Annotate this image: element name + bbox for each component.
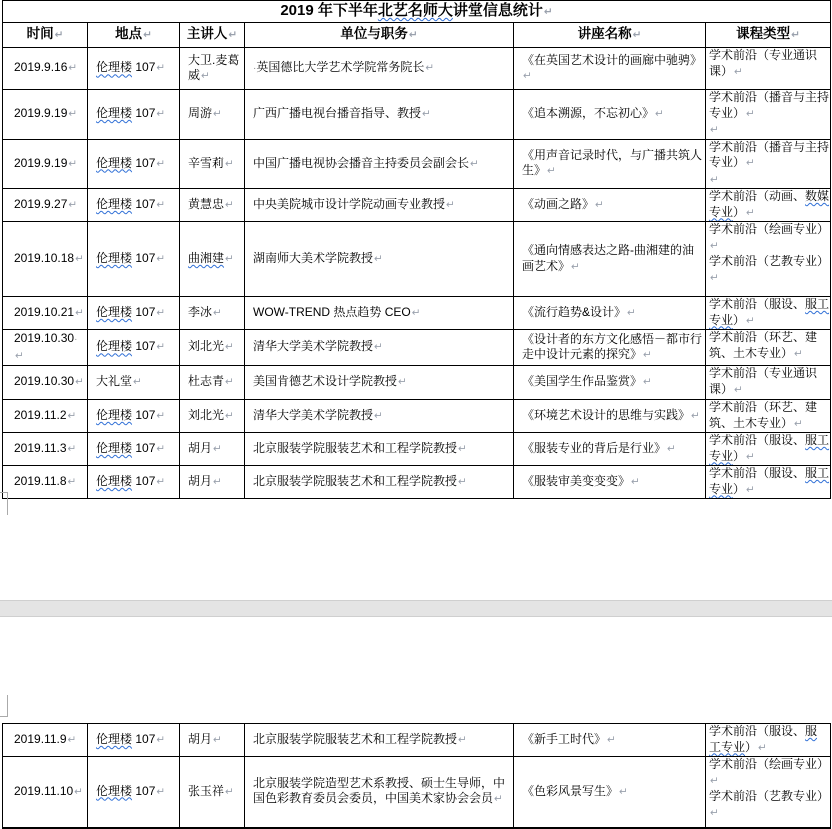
paragraph-mark-icon: ↵ <box>156 442 166 455</box>
cell-lecture-title[interactable]: 《环境艺术设计的思维与实践》↵ <box>514 400 706 433</box>
paragraph-mark-icon: ↵ <box>571 260 580 273</box>
cell-date[interactable]: 2019.11.2↵ <box>3 400 88 433</box>
spellcheck-wavy-text: 服工专业 <box>709 724 818 754</box>
cell-lecture-title[interactable]: 《动画之路》↵ <box>514 189 706 222</box>
paragraph-mark-icon: ↵ <box>15 349 24 362</box>
spellcheck-wavy-text: 伦理楼 <box>96 155 133 170</box>
paragraph-mark-icon: ↵ <box>156 62 166 75</box>
column-header[interactable]: 地点↵ <box>88 23 180 48</box>
paragraph-mark-icon: ↵ <box>213 442 222 455</box>
cell-speaker[interactable]: 张玉祥↵ <box>180 757 245 828</box>
paragraph-mark-icon: ↵ <box>74 785 83 798</box>
cell-date[interactable]: 2019.9.19↵ <box>3 139 88 189</box>
cell-organization[interactable]: 中央美院城市设计学院动画专业教授↵ <box>245 189 514 222</box>
cell-place[interactable]: 伦理楼 107↵ <box>88 466 180 499</box>
cell-speaker[interactable]: 大卫.麦葛威↵ <box>180 48 245 90</box>
cell-date[interactable]: 2019.10.30·↵ <box>3 330 88 366</box>
cell-place[interactable]: 伦理楼 107↵ <box>88 189 180 222</box>
cell-place[interactable]: 伦理楼 107↵ <box>88 139 180 189</box>
paragraph-mark-icon: ↵ <box>156 785 166 798</box>
cell-lecture-title[interactable]: 《追本溯源，不忘初心》↵ <box>514 90 706 140</box>
cell-course-type[interactable] <box>706 189 831 222</box>
cell-organization[interactable]: 美国肯德艺术设计学院教授↵ <box>245 366 514 400</box>
cell-place[interactable]: 大礼堂↵ <box>88 366 180 400</box>
course-type-line: 学术前沿（绘画专业）↵ <box>709 757 830 787</box>
table-row <box>3 189 831 222</box>
cell-course-type[interactable] <box>706 400 831 433</box>
empty-paragraph <box>709 172 829 189</box>
paragraph-mark-icon: ↵ <box>156 733 166 746</box>
paragraph-mark-icon: ↵ <box>710 774 719 787</box>
paragraph-mark-icon: ↵ <box>75 252 84 265</box>
cell-date[interactable]: 2019.11.9↵ <box>3 724 88 757</box>
cell-lecture-title[interactable]: 《服装审美变变变》↵ <box>514 466 706 499</box>
cell-speaker[interactable]: 李冰↵ <box>180 297 245 330</box>
cell-organization[interactable]: 北京服装学院服装艺术和工程学院教授↵ <box>245 433 514 466</box>
column-header[interactable]: 时间↵ <box>3 23 88 48</box>
page1-text-boundary-mark <box>0 492 8 515</box>
spellcheck-wavy-text: 伦理楼 <box>96 339 133 354</box>
spellcheck-wavy-text: 伦理楼 <box>96 250 133 265</box>
spellcheck-wavy-text: 服工专业 <box>709 433 830 463</box>
paragraph-mark-icon: ↵ <box>54 29 64 42</box>
cell-lecture-title[interactable]: 《通向情感表达之路-曲湘建的油画艺术》↵ <box>514 222 706 297</box>
paragraph-mark-icon: ↵ <box>619 785 628 798</box>
spellcheck-wavy-text: 伦理楼 <box>96 106 133 120</box>
paragraph-mark-icon: ↵ <box>631 475 640 488</box>
paragraph-mark-icon: ↵ <box>458 442 467 455</box>
spellcheck-wavy-text: 伦理楼 <box>96 196 133 211</box>
paragraph-mark-icon: ↵ <box>225 157 234 170</box>
paragraph-mark-icon: ↵ <box>156 252 166 265</box>
paragraph-mark-icon: ↵ <box>734 65 743 78</box>
cell-course-type[interactable] <box>706 139 831 189</box>
paragraph-mark-icon: ↵ <box>374 341 383 354</box>
cell-speaker[interactable]: 黄慧忠↵ <box>180 189 245 222</box>
cell-course-type[interactable] <box>706 330 831 366</box>
lecture-info-table-page2 <box>2 723 831 829</box>
cell-course-type[interactable] <box>706 222 831 297</box>
paragraph-mark-icon: ↵ <box>411 306 421 319</box>
cell-speaker[interactable]: 刘北光↵ <box>180 330 245 366</box>
cell-organization[interactable]: WOW-TREND 热点趋势 CEO↵ <box>245 297 514 330</box>
paragraph-mark-icon: ↵ <box>213 733 222 746</box>
table-row <box>3 757 831 828</box>
paragraph-mark-icon: ↵ <box>458 475 467 488</box>
cell-course-type[interactable] <box>706 366 831 400</box>
spellcheck-wavy-text: 曲湘建 <box>188 250 225 265</box>
cell-date[interactable]: 2019.9.19↵ <box>3 90 88 140</box>
cell-place[interactable]: 伦理楼 107↵ <box>88 330 180 366</box>
paragraph-mark-icon: ↵ <box>75 376 84 389</box>
paragraph-mark-icon: ↵ <box>458 733 467 746</box>
cell-lecture-title[interactable]: 《设计者的东方文化感悟－都市行走中设计元素的探究》↵ <box>514 330 706 366</box>
cell-course-type[interactable] <box>706 757 831 828</box>
cell-course-type[interactable] <box>706 433 831 466</box>
course-type-line: 学术前沿（播音与主持专业）↵ <box>709 90 830 120</box>
paragraph-mark-icon: ↵ <box>494 793 503 806</box>
page-break-gap <box>0 600 832 617</box>
paragraph-mark-icon: ↵ <box>156 108 166 120</box>
paragraph-mark-icon: ↵ <box>156 306 166 319</box>
cell-lecture-title[interactable]: 《色彩风景写生》↵ <box>514 757 706 828</box>
cell-lecture-title[interactable]: 《新手工时代》↵ <box>514 724 706 757</box>
cell-organization[interactable]: 广西广播电视台播音指导、教授↵ <box>245 90 514 140</box>
cell-speaker[interactable]: 胡月↵ <box>180 724 245 757</box>
paragraph-mark-icon: ↵ <box>422 108 431 120</box>
paragraph-mark-icon: ↵ <box>746 314 755 327</box>
paragraph-mark-icon: ↵ <box>228 29 238 42</box>
spellcheck-wavy-text: 伦理楼 <box>96 60 133 75</box>
course-type-line: 学术前沿（专业通识课）↵ <box>709 366 818 396</box>
cell-date[interactable]: 2019.10.18↵ <box>3 222 88 297</box>
cell-course-type[interactable] <box>706 466 831 499</box>
cell-speaker[interactable] <box>180 222 245 297</box>
paragraph-mark-icon: ↵ <box>374 252 383 265</box>
table-header-row <box>3 23 831 48</box>
paragraph-mark-icon: ↵ <box>213 108 222 120</box>
paragraph-mark-icon: ↵ <box>408 29 418 42</box>
table-row <box>3 366 831 400</box>
paragraph-mark-icon: ↵ <box>398 376 407 389</box>
table-row <box>3 90 831 140</box>
cell-date[interactable]: 2019.10.21↵ <box>3 297 88 330</box>
spellcheck-wavy-text: 服工专业 <box>709 466 830 496</box>
cell-place[interactable]: 伦理楼 107↵ <box>88 297 180 330</box>
cell-date[interactable]: 2019.11.10↵ <box>3 757 88 828</box>
paragraph-mark-icon: ↵ <box>143 29 152 42</box>
cell-course-type[interactable] <box>706 48 831 90</box>
paragraph-mark-icon: ↵ <box>213 475 222 488</box>
cell-place[interactable]: 伦理楼 107↵ <box>88 724 180 757</box>
paragraph-mark-icon: ↵ <box>67 475 77 488</box>
paragraph-mark-icon: ↵ <box>156 198 166 211</box>
paragraph-mark-icon: ↵ <box>710 806 719 819</box>
paragraph-mark-icon: ↵ <box>156 341 166 354</box>
paragraph-mark-icon: ↵ <box>667 442 676 455</box>
spellcheck-wavy-text: 伦理楼 <box>96 304 133 319</box>
column-header[interactable]: 主讲人↵ <box>180 23 245 48</box>
cell-course-type[interactable] <box>706 724 831 757</box>
table-row <box>3 724 831 757</box>
course-type-line: 学术前沿（服设、服工专业）↵ <box>709 433 830 463</box>
table-row <box>3 466 831 499</box>
table-row <box>3 330 831 366</box>
spellcheck-wavy-text: 北艺名师大 <box>377 2 453 19</box>
cell-speaker[interactable]: 杜志青↵ <box>180 366 245 400</box>
paragraph-mark-icon: ↵ <box>225 252 234 265</box>
paragraph-mark-icon: ↵ <box>746 206 755 219</box>
cell-lecture-title[interactable]: 《服装专业的背后是行业》↵ <box>514 433 706 466</box>
cell-organization[interactable]: 清华大学美术学院教授↵ <box>245 330 514 366</box>
paragraph-mark-icon: ↵ <box>734 383 743 396</box>
table-row <box>3 222 831 297</box>
column-header[interactable]: 单位与职务↵ <box>245 23 514 48</box>
cell-speaker[interactable]: 刘北光↵ <box>180 400 245 433</box>
course-type-line: 学术前沿（播音与主持专业）↵ <box>709 139 830 169</box>
paragraph-mark-icon: ↵ <box>607 733 616 746</box>
paragraph-mark-icon: ↵ <box>758 741 767 754</box>
spellcheck-wavy-text: 伦理楼 <box>96 407 133 422</box>
cell-place[interactable]: 伦理楼 107↵ <box>88 757 180 828</box>
paragraph-mark-icon: ↵ <box>225 341 234 354</box>
paragraph-mark-icon: ↵ <box>68 108 78 120</box>
paragraph-mark-icon: ↵ <box>213 306 222 319</box>
table-row <box>3 400 831 433</box>
cell-place[interactable]: 伦理楼 107↵ <box>88 48 180 90</box>
table-row <box>3 433 831 466</box>
paragraph-mark-icon: ↵ <box>156 157 166 170</box>
table-row <box>3 139 831 189</box>
paragraph-mark-icon: ↵ <box>67 442 77 455</box>
paragraph-mark-icon: ↵ <box>543 6 553 18</box>
paragraph-mark-icon: ↵ <box>746 450 755 463</box>
spellcheck-wavy-text: 伦理楼 <box>96 783 133 798</box>
paragraph-mark-icon: ↵ <box>710 271 719 284</box>
paragraph-mark-icon: ↵ <box>225 376 234 389</box>
cell-lecture-title[interactable]: 《流行趋势&设计》↵ <box>514 297 706 330</box>
cell-organization[interactable]: 清华大学美术学院教授↵ <box>245 400 514 433</box>
cell-date[interactable]: 2019.9.16↵ <box>3 48 88 90</box>
spellcheck-wavy-text: 伦理楼 <box>96 440 133 455</box>
paragraph-mark-icon: ↵ <box>746 483 755 496</box>
paragraph-mark-icon: ↵ <box>68 198 78 211</box>
course-type-line: 学术前沿（环艺、建筑、土木专业）↵ <box>709 400 818 430</box>
cell-organization[interactable]: 北京服装学院服装艺术和工程学院教授↵ <box>245 466 514 499</box>
cell-date[interactable]: 2019.10.30↵ <box>3 366 88 400</box>
cell-date[interactable]: 2019.11.3↵ <box>3 433 88 466</box>
column-header[interactable]: 课程类型↵ <box>706 23 831 48</box>
paragraph-mark-icon: ↵ <box>710 173 719 186</box>
course-type-line: 学术前沿（服设、服工专业）↵ <box>709 466 830 496</box>
cell-lecture-title[interactable]: 《在英国艺术设计的画廊中驰骋》↵ <box>514 48 706 90</box>
cell-speaker[interactable]: 胡月↵ <box>180 433 245 466</box>
paragraph-mark-icon: ↵ <box>225 409 234 422</box>
table-title-row <box>3 1 831 23</box>
table-title[interactable]: 2019 年下半年北艺名师大讲堂信息统计↵ <box>3 1 831 23</box>
paragraph-mark-icon: ↵ <box>632 29 642 42</box>
paragraph-mark-icon: ↵ <box>746 107 755 120</box>
paragraph-mark-icon: ↵ <box>794 347 803 360</box>
cell-organization[interactable]: 北京服装学院造型艺术系教授、硕士生导师，中国色彩教育委员会委员，中国美术家协会会员↵ <box>245 757 514 828</box>
paragraph-mark-icon: ↵ <box>201 70 210 82</box>
page2-text-boundary-mark <box>0 695 8 717</box>
course-type-line: 学术前沿（艺教专业）↵ <box>709 254 830 284</box>
paragraph-mark-icon: ↵ <box>523 70 532 82</box>
cell-speaker[interactable]: 周游↵ <box>180 90 245 140</box>
paragraph-mark-icon: ↵ <box>67 409 77 422</box>
cell-speaker[interactable]: 辛雪莉↵ <box>180 139 245 189</box>
cell-speaker[interactable]: 胡月↵ <box>180 466 245 499</box>
paragraph-mark-icon: ↵ <box>75 306 84 319</box>
cell-organization[interactable]: 湖南师大美术学院教授↵ <box>245 222 514 297</box>
cell-course-type[interactable] <box>706 90 831 140</box>
paragraph-mark-icon: ↵ <box>547 165 556 178</box>
paragraph-mark-icon: ↵ <box>225 198 234 211</box>
cell-organization[interactable]: 中国广播电视协会播音主持委员会副会长↵ <box>245 139 514 189</box>
spellcheck-wavy-text: 服工专业 <box>709 297 830 327</box>
paragraph-mark-icon: ↵ <box>425 62 435 75</box>
course-type-line: 学术前沿（艺教专业）↵ <box>709 789 830 819</box>
cell-place[interactable]: 伦理楼 107↵ <box>88 90 180 140</box>
space-mark: · <box>253 63 257 75</box>
paragraph-mark-icon: ↵ <box>794 417 803 430</box>
paragraph-mark-icon: ↵ <box>655 108 664 120</box>
cell-place[interactable]: 伦理楼 107↵ <box>88 433 180 466</box>
lecture-info-table-page1 <box>2 0 831 499</box>
course-type-line: 学术前沿（服设、服工专业）↵ <box>709 297 830 327</box>
paragraph-mark-icon: ↵ <box>374 409 383 422</box>
paragraph-mark-icon: ↵ <box>68 62 78 75</box>
empty-paragraph <box>709 122 829 139</box>
paragraph-mark-icon: ↵ <box>67 733 77 746</box>
paragraph-mark-icon: ↵ <box>156 409 166 422</box>
paragraph-mark-icon: ↵ <box>691 409 700 422</box>
cell-course-type[interactable] <box>706 297 831 330</box>
cell-lecture-title[interactable]: 《用声音记录时代，与广播共筑人生》↵ <box>514 139 706 189</box>
paragraph-mark-icon: ↵ <box>156 475 166 488</box>
paragraph-mark-icon: ↵ <box>595 198 604 211</box>
course-type-line: 学术前沿（专业通识课）↵ <box>709 48 818 78</box>
paragraph-mark-icon: ↵ <box>133 376 142 389</box>
paragraph-mark-icon: ↵ <box>710 124 719 136</box>
paragraph-mark-icon: ↵ <box>746 157 755 169</box>
paragraph-mark-icon: ↵ <box>446 198 455 211</box>
spellcheck-wavy-text: 伦理楼 <box>96 731 133 746</box>
column-header[interactable]: 讲座名称↵ <box>514 23 706 48</box>
paragraph-mark-icon: ↵ <box>627 306 636 319</box>
cell-date[interactable]: 2019.9.27↵ <box>3 189 88 222</box>
table-row <box>3 297 831 330</box>
paragraph-mark-icon: ↵ <box>643 349 652 361</box>
cell-place[interactable]: 伦理楼 107↵ <box>88 222 180 297</box>
table-row <box>3 48 831 90</box>
cell-organization[interactable]: 北京服装学院服装艺术和工程学院教授↵ <box>245 724 514 757</box>
cell-lecture-title[interactable]: 《美国学生作品鉴赏》↵ <box>514 366 706 400</box>
spellcheck-wavy-text: 伦理楼 <box>96 473 133 488</box>
cell-place[interactable]: 伦理楼 107↵ <box>88 400 180 433</box>
paragraph-mark-icon: ↵ <box>710 239 719 252</box>
course-type-line: 学术前沿（服设、服工专业）↵ <box>709 724 818 754</box>
space-mark: · <box>74 334 78 345</box>
paragraph-mark-icon: ↵ <box>791 29 800 42</box>
cell-date[interactable]: 2019.11.8↵ <box>3 466 88 499</box>
paragraph-mark-icon: ↵ <box>470 157 479 170</box>
paragraph-mark-icon: ↵ <box>68 157 78 170</box>
course-type-line: 学术前沿（绘画专业）↵ <box>709 222 830 252</box>
paragraph-mark-icon: ↵ <box>225 785 234 798</box>
cell-organization[interactable]: ·英国德比大学艺术学院常务院长↵ <box>245 48 514 90</box>
paragraph-mark-icon: ↵ <box>643 376 652 389</box>
course-type-line: 学术前沿（环艺、建筑、土木专业）↵ <box>709 330 818 360</box>
spellcheck-wavy-text: 数媒专业 <box>709 189 830 219</box>
course-type-line: 学术前沿（动画、数媒专业）↵ <box>709 189 830 219</box>
